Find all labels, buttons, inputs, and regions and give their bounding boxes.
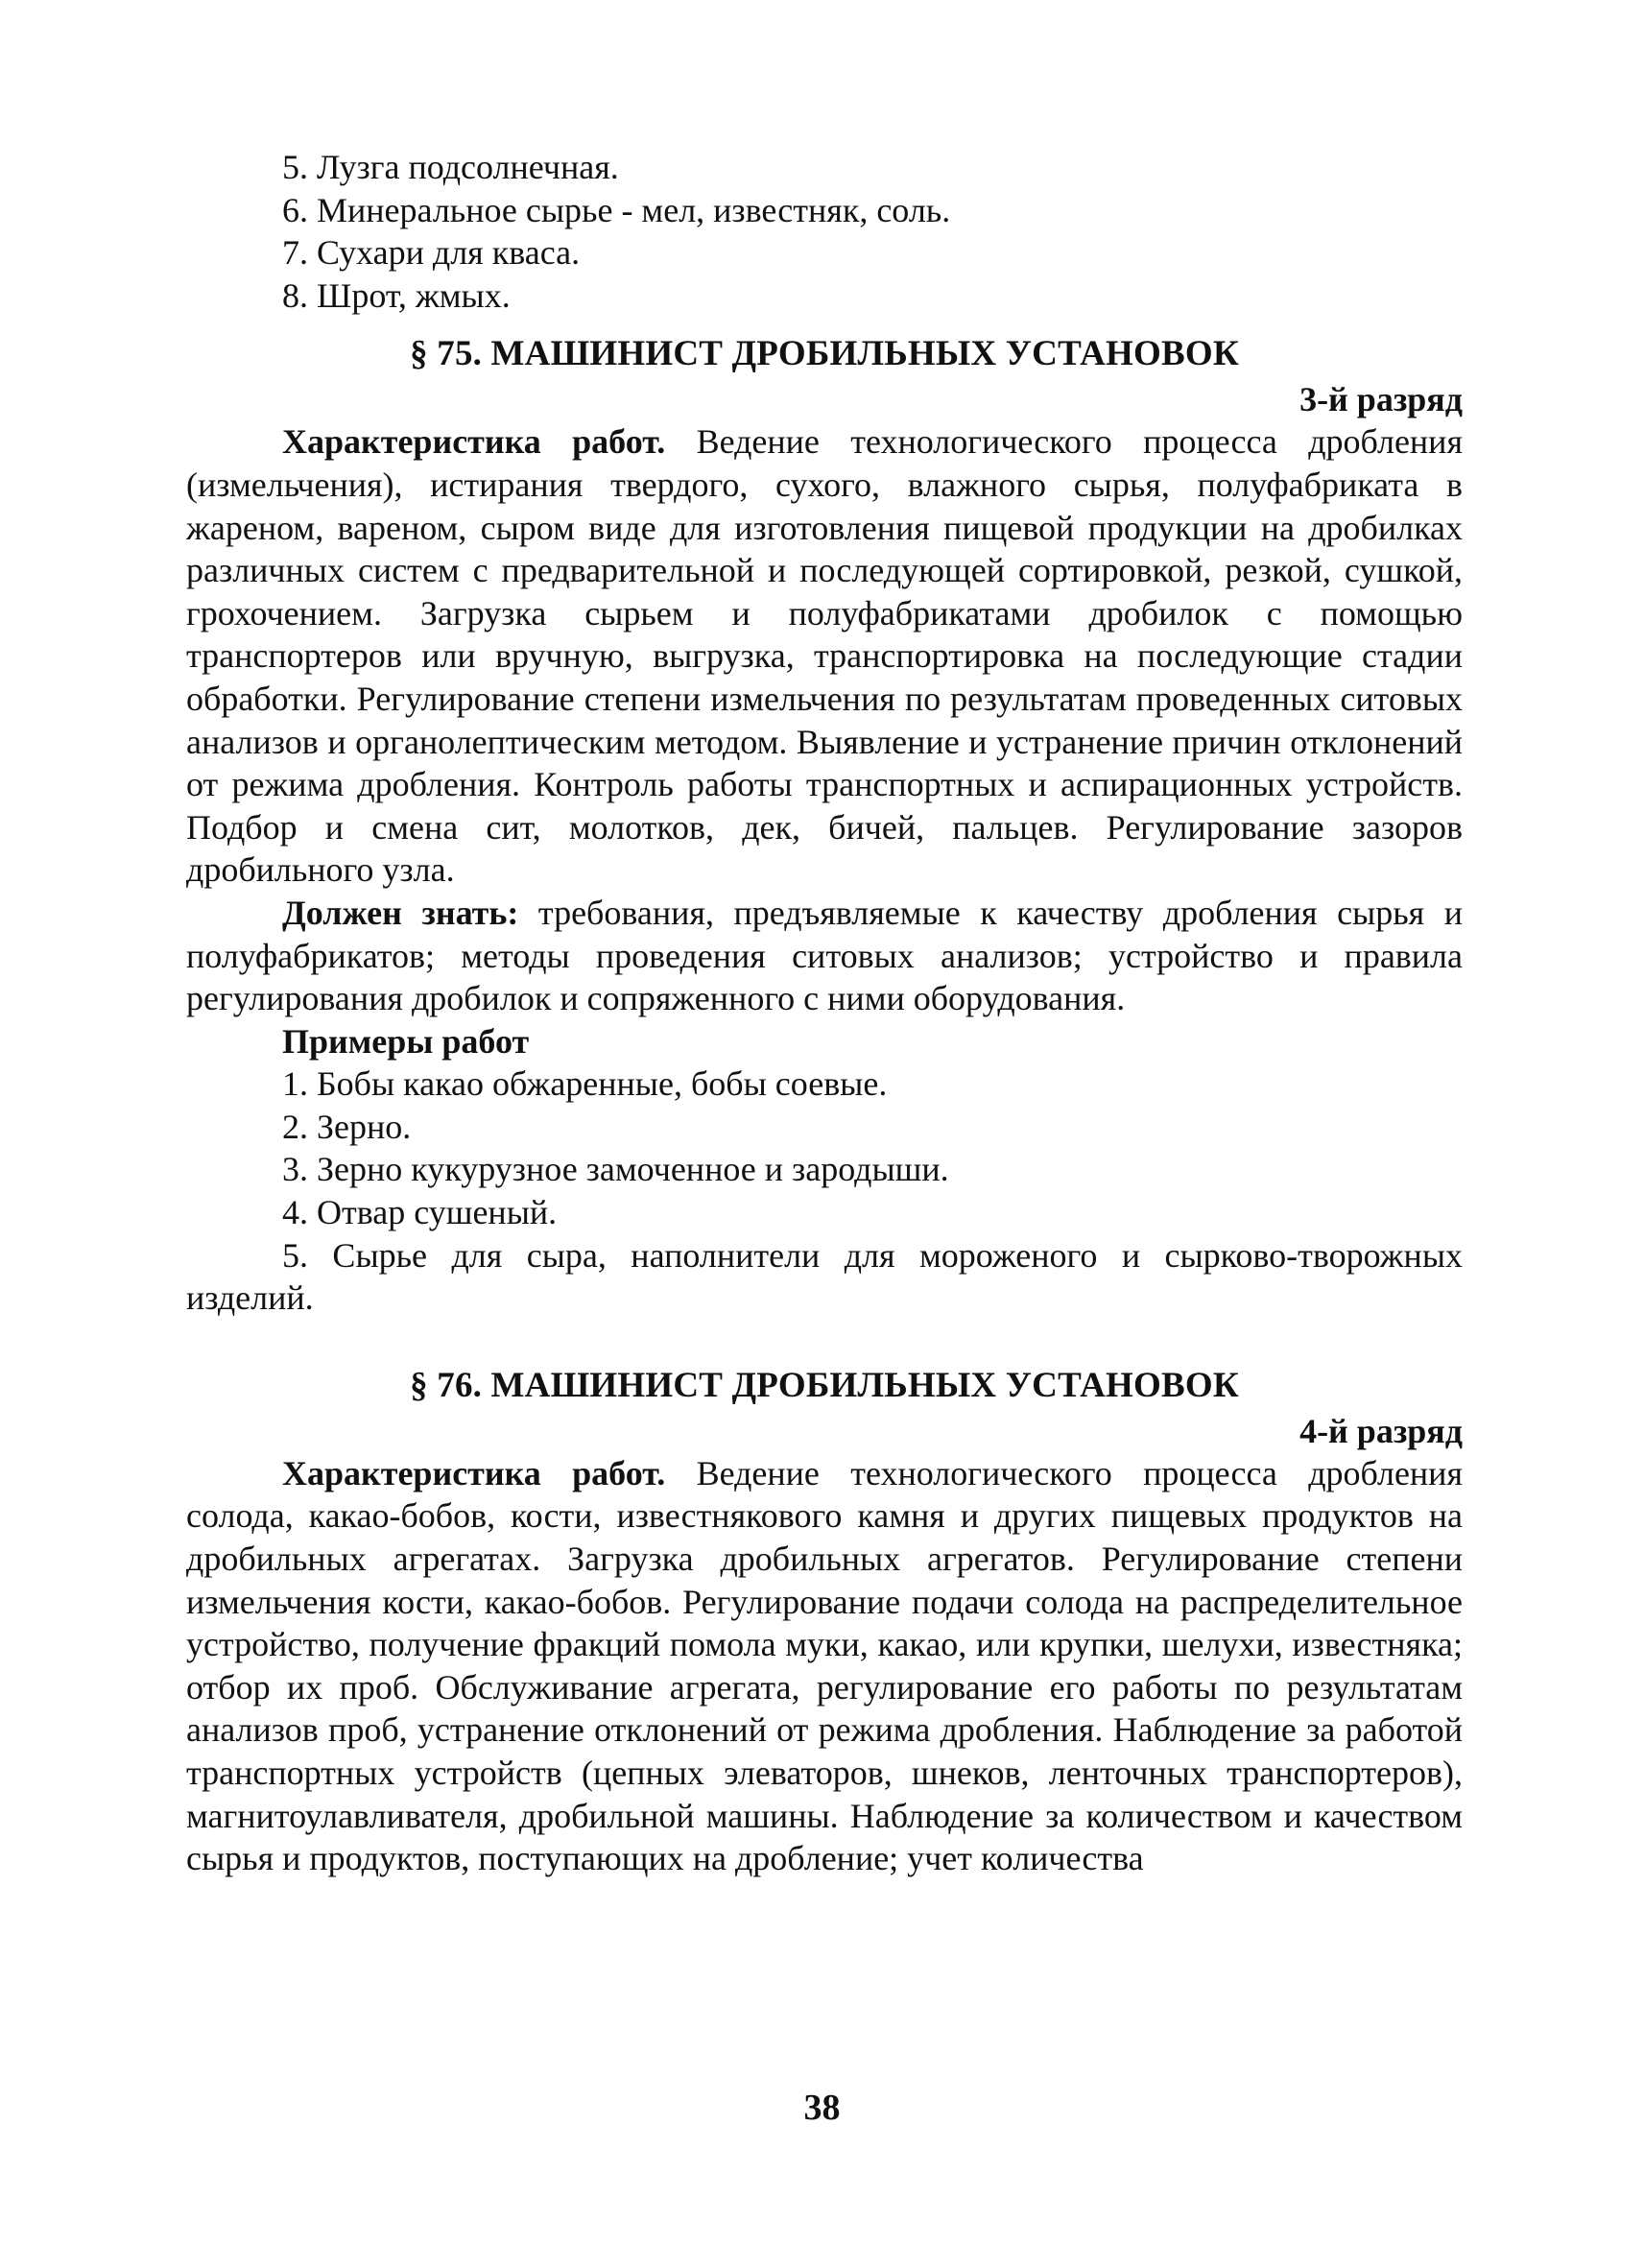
knowledge-label: Должен знать:: [282, 893, 519, 932]
section-76-grade: 4-й разряд: [1299, 1411, 1463, 1450]
example-item: 2. Зерно.: [282, 1107, 412, 1146]
section-75-knowledge: [186, 892, 1463, 1020]
knowledge-text: требования, предъявляемые к качеству дробления сырья и полуфабрикатов; методы проведения ситовых анализов; устройство и правила регулирования дробилок и сопряженного с ними оборудования.: [186, 893, 1464, 1018]
example-item: 5. Сырье для сыра, наполнители для мороженого и сырково-творожных изделий.: [186, 1235, 1463, 1318]
list-item: 7. Сухари для кваса.: [282, 233, 581, 273]
examples-title: Примеры работ: [282, 1021, 530, 1061]
section-76-characteristics: [186, 1452, 1463, 1880]
document-page: [186, 146, 1463, 1880]
example-item: 3. Зерно кукурузное замоченное и зародыши.: [282, 1150, 949, 1189]
list-item: 8. Шрот, жмых.: [282, 275, 511, 315]
section-75-characteristics: [186, 420, 1463, 892]
characteristics-text: Ведение технологического процесса дробления солода, какао-бобов, кости, известнякового камня и других пищевых продуктов на дробильных агрегатах. Загрузка дробильных агрегатов. Регулирование степени измельчения кости, какао-бобов. Регулирование подачи солода на распределительное устройство, получение фракций помола муки, какао, или крупки, шелухи, известняка; отбор их проб. Обслуживание агрегата, регулирование его работы по результатам анализов проб, устранение отклонений от режима дробления. Наблюдение за работой транспортных устройств (цепных элеваторов, шнеков, ленточных транспортеров), магнитоулавливателя, дробильной машины. Наблюдение за количеством и качеством сырья и продуктов, поступающих на дробление; учет количества: [186, 1453, 1464, 1878]
section-76-title: § 76. МАШИНИСТ ДРОБИЛЬНЫХ УСТАНОВОК: [410, 1365, 1239, 1405]
page-number: 38: [803, 2088, 841, 2128]
characteristics-text: Ведение технологического процесса дробления (измельчения), истирания твердого, сухого, влажного сырья, полуфабриката в жареном, вареном, сыром виде для изготовления пищевой продукции на дробилках различных систем с предварительной и последующей сортировкой, резкой, сушкой, грохочением. Загрузка сырьем и полуфабрикатами дробилок с помощью транспортеров или вручную, выгрузка, транспортировка на последующие стадии обработки. Регулирование степени измельчения по результатам проведенных ситовых анализов и органолептическим методом. Выявление и устранение причин отклонений от режима дробления. Контроль работы транспортных и аспирационных устройств. Подбор и смена сит, молотков, дек, бичей, пальцев. Регулирование зазоров дробильного узла.: [186, 422, 1464, 890]
characteristics-label: Характеристика работ.: [282, 422, 666, 462]
list-item: 6. Минеральное сырье - мел, известняк, соль.: [282, 190, 951, 229]
example-item: 4. Отвар сушеный.: [282, 1193, 558, 1232]
list-item: 5. Лузга подсолнечная.: [282, 148, 619, 186]
section-75-grade: 3-й разряд: [1299, 380, 1463, 419]
characteristics-label: Характеристика работ.: [282, 1453, 666, 1492]
example-item: 1. Бобы какао обжаренные, бобы соевые.: [282, 1064, 888, 1104]
section-75-title: § 75. МАШИНИСТ ДРОБИЛЬНЫХ УСТАНОВОК: [410, 334, 1239, 374]
